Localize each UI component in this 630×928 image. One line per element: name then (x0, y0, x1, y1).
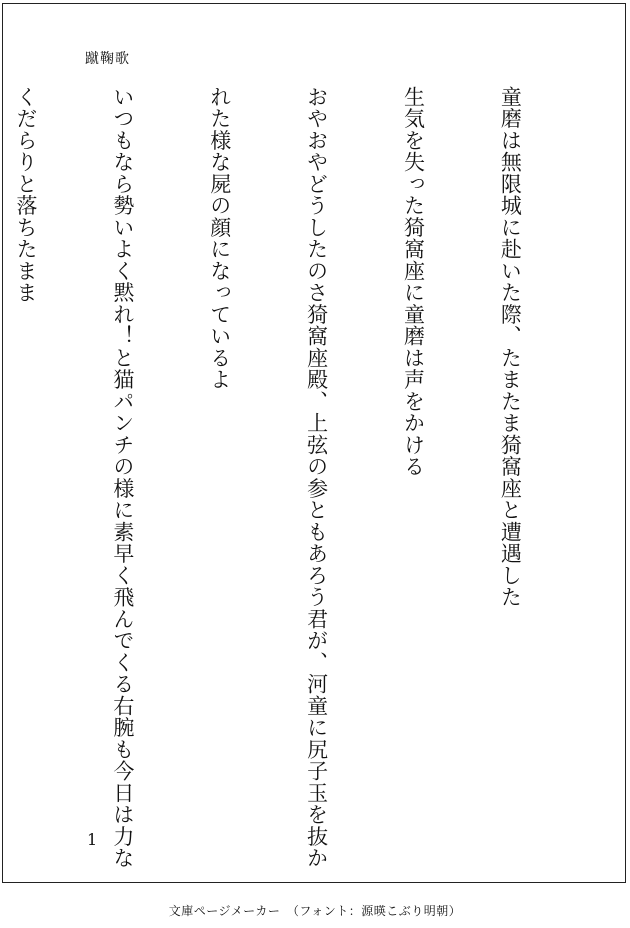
vertical-body-text (0, 86, 591, 869)
text-line: 生気を失った猗窩座に童磨は声をかける (401, 86, 426, 478)
text-line: れた様な屍の顔になっているよ (207, 86, 232, 391)
text-line: 童磨は無限城に赴いた際、たまたま猗窩座と遭遇した (498, 86, 523, 608)
book-page (2, 3, 626, 883)
text-line: くだらりと落ちたまま (13, 86, 38, 304)
chapter-title: 蹴鞠歌 (85, 51, 130, 67)
text-line: いつもなら勢いよく黙れ！と猫パンチの様に素早く飛んでくる右腕も今日は力な (110, 86, 135, 869)
text-line: おやおやどうしたのさ猗窩座殿、上弦の参ともあろう君が、河童に尻子玉を抜か (304, 86, 329, 869)
page-number: 1 (87, 830, 98, 849)
footer-credit: 文庫ページメーカー （フォント：源暎こぶり明朝） (168, 904, 462, 918)
